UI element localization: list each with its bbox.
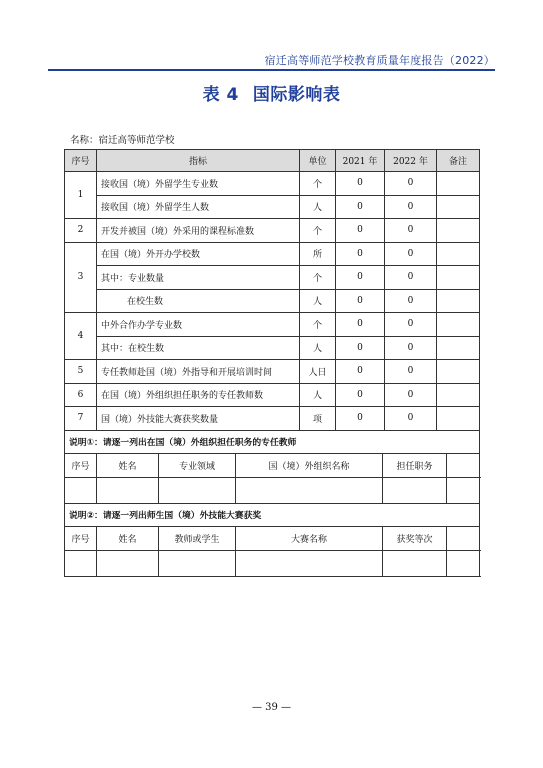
row-number: 5 [65, 360, 97, 384]
note-1-header-cell: 国（境）外组织名称 [236, 454, 383, 477]
unit-cell: 人 [300, 195, 336, 219]
table-row [65, 195, 480, 219]
remark-cell [437, 242, 480, 266]
blank-cell [383, 551, 447, 576]
header-rule [48, 69, 495, 71]
value-2022-cell: 0 [385, 383, 437, 407]
unit-cell: 个 [300, 219, 336, 243]
blank-cell [65, 550, 97, 576]
value-2022-cell: 0 [385, 407, 437, 431]
blank-cell [236, 478, 383, 503]
remark-cell [437, 195, 480, 219]
unit-cell: 个 [300, 266, 336, 290]
value-2021-cell: 0 [336, 219, 385, 243]
note-2-row [65, 503, 480, 527]
value-2022-cell: 0 [385, 313, 437, 337]
unit-cell: 项 [300, 407, 336, 431]
report-header: 宿迁高等师范学校教育质量年度报告（2022） [264, 54, 495, 67]
note-2-header-cell: 大赛名称 [236, 527, 383, 550]
note-2-header-cell: 获奖等次 [383, 527, 447, 550]
remark-cell [437, 336, 480, 360]
indicator-cell: 其中：专业数量 [97, 266, 300, 290]
note-1-header-cell: 序号 [65, 454, 97, 478]
remark-cell [437, 360, 480, 384]
unit-cell: 个 [300, 313, 336, 337]
page-number: — 39 — [251, 702, 292, 713]
header-cell: 单位 [300, 150, 336, 172]
note-2-subheader [97, 527, 479, 550]
indicator-cell: 开发并被国（境）外采用的课程标准数 [97, 219, 300, 243]
header-cell: 指标 [97, 150, 300, 172]
note-2-blank-row [65, 550, 480, 576]
row-number: 2 [65, 219, 97, 243]
table-row [65, 360, 480, 384]
blank-cell [65, 477, 97, 503]
note-2-blank-sub [97, 551, 479, 576]
table-title [0, 80, 543, 105]
row-number: 6 [65, 383, 97, 407]
row-number: 7 [65, 407, 97, 431]
blank-cell [447, 478, 480, 503]
note-2-header-cell [447, 527, 480, 550]
note-1-header-cell: 专业领域 [159, 454, 236, 477]
value-2021-cell: 0 [336, 360, 385, 384]
note-2-header-cell: 姓名 [97, 527, 159, 550]
value-2022-cell: 0 [385, 242, 437, 266]
table-row [65, 336, 480, 360]
note-1-text: 说明①：请逐一列出在国（境）外组织担任职务的专任教师 [65, 430, 480, 454]
table-row [65, 242, 480, 266]
value-2022-cell: 0 [385, 289, 437, 313]
unit-cell: 人 [300, 383, 336, 407]
indicator-cell: 在国（境）外开办学校数 [97, 242, 300, 266]
table-row [65, 266, 480, 290]
note-1-header-row [65, 454, 480, 478]
note-1-row [65, 430, 480, 454]
remark-cell [437, 407, 480, 431]
header-cell: 序号 [65, 150, 97, 172]
table-row [65, 383, 480, 407]
value-2021-cell: 0 [336, 242, 385, 266]
value-2022-cell: 0 [385, 360, 437, 384]
remark-cell [437, 313, 480, 337]
value-2022-cell: 0 [385, 336, 437, 360]
value-2021-cell: 0 [336, 336, 385, 360]
blank-cell [236, 551, 383, 576]
school-name-label: 名称：宿迁高等师范学校 [70, 135, 175, 146]
international-influence-table [64, 149, 480, 577]
note-2-text: 说明②：请逐一列出师生国（境）外技能大赛获奖 [65, 503, 480, 527]
value-2022-cell: 0 [385, 266, 437, 290]
value-2022-cell: 0 [385, 172, 437, 196]
unit-cell: 人 [300, 336, 336, 360]
remark-cell [437, 266, 480, 290]
indicator-cell: 在校生数 [97, 289, 300, 313]
unit-cell: 人 [300, 289, 336, 313]
table-title-text: 国际影响表 [252, 85, 341, 105]
table-row [65, 172, 480, 196]
note-1-header-cell [447, 454, 480, 477]
header-cell: 2021 年 [336, 150, 385, 172]
note-1-blank-sub [97, 478, 479, 503]
remark-cell [437, 219, 480, 243]
blank-cell [159, 551, 236, 576]
value-2021-cell: 0 [336, 383, 385, 407]
indicator-cell: 接收国（境）外留学生人数 [97, 195, 300, 219]
indicator-cell: 在国（境）外组织担任职务的专任教师数 [97, 383, 300, 407]
table-row [65, 219, 480, 243]
blank-cell [159, 478, 236, 503]
indicator-cell: 接收国（境）外留学生专业数 [97, 172, 300, 196]
value-2021-cell: 0 [336, 195, 385, 219]
row-number: 1 [65, 172, 97, 219]
note-1-header-cell: 担任职务 [383, 454, 447, 477]
remark-cell [437, 289, 480, 313]
table-number: 表 4 [202, 85, 239, 105]
indicator-cell: 其中：在校生数 [97, 336, 300, 360]
header-cell: 备注 [437, 150, 480, 172]
indicator-cell: 专任教师赴国（境）外指导和开展培训时间 [97, 360, 300, 384]
indicator-cell: 国（境）外技能大赛获奖数量 [97, 407, 300, 431]
row-number: 4 [65, 313, 97, 360]
blank-cell [383, 478, 447, 503]
remark-cell [437, 383, 480, 407]
value-2021-cell: 0 [336, 407, 385, 431]
blank-cell [97, 551, 159, 576]
note-1-header-cell: 姓名 [97, 454, 159, 477]
unit-cell: 所 [300, 242, 336, 266]
value-2021-cell: 0 [336, 172, 385, 196]
blank-cell [447, 551, 480, 576]
table-row [65, 313, 480, 337]
note-2-header-row [65, 527, 480, 551]
row-number: 3 [65, 242, 97, 313]
value-2022-cell: 0 [385, 219, 437, 243]
value-2022-cell: 0 [385, 195, 437, 219]
value-2021-cell: 0 [336, 289, 385, 313]
table-header-row [65, 150, 480, 172]
note-1-subheader [97, 454, 479, 477]
note-2-header-cell: 教师或学生 [159, 527, 236, 550]
value-2021-cell: 0 [336, 313, 385, 337]
unit-cell: 人日 [300, 360, 336, 384]
value-2021-cell: 0 [336, 266, 385, 290]
note-2-header-cell: 序号 [65, 527, 97, 551]
note-1-blank-row [65, 477, 480, 503]
indicator-cell: 中外合作办学专业数 [97, 313, 300, 337]
remark-cell [437, 172, 480, 196]
table-row [65, 407, 480, 431]
header-cell: 2022 年 [385, 150, 437, 172]
unit-cell: 个 [300, 172, 336, 196]
table-row [65, 289, 480, 313]
blank-cell [97, 478, 159, 503]
